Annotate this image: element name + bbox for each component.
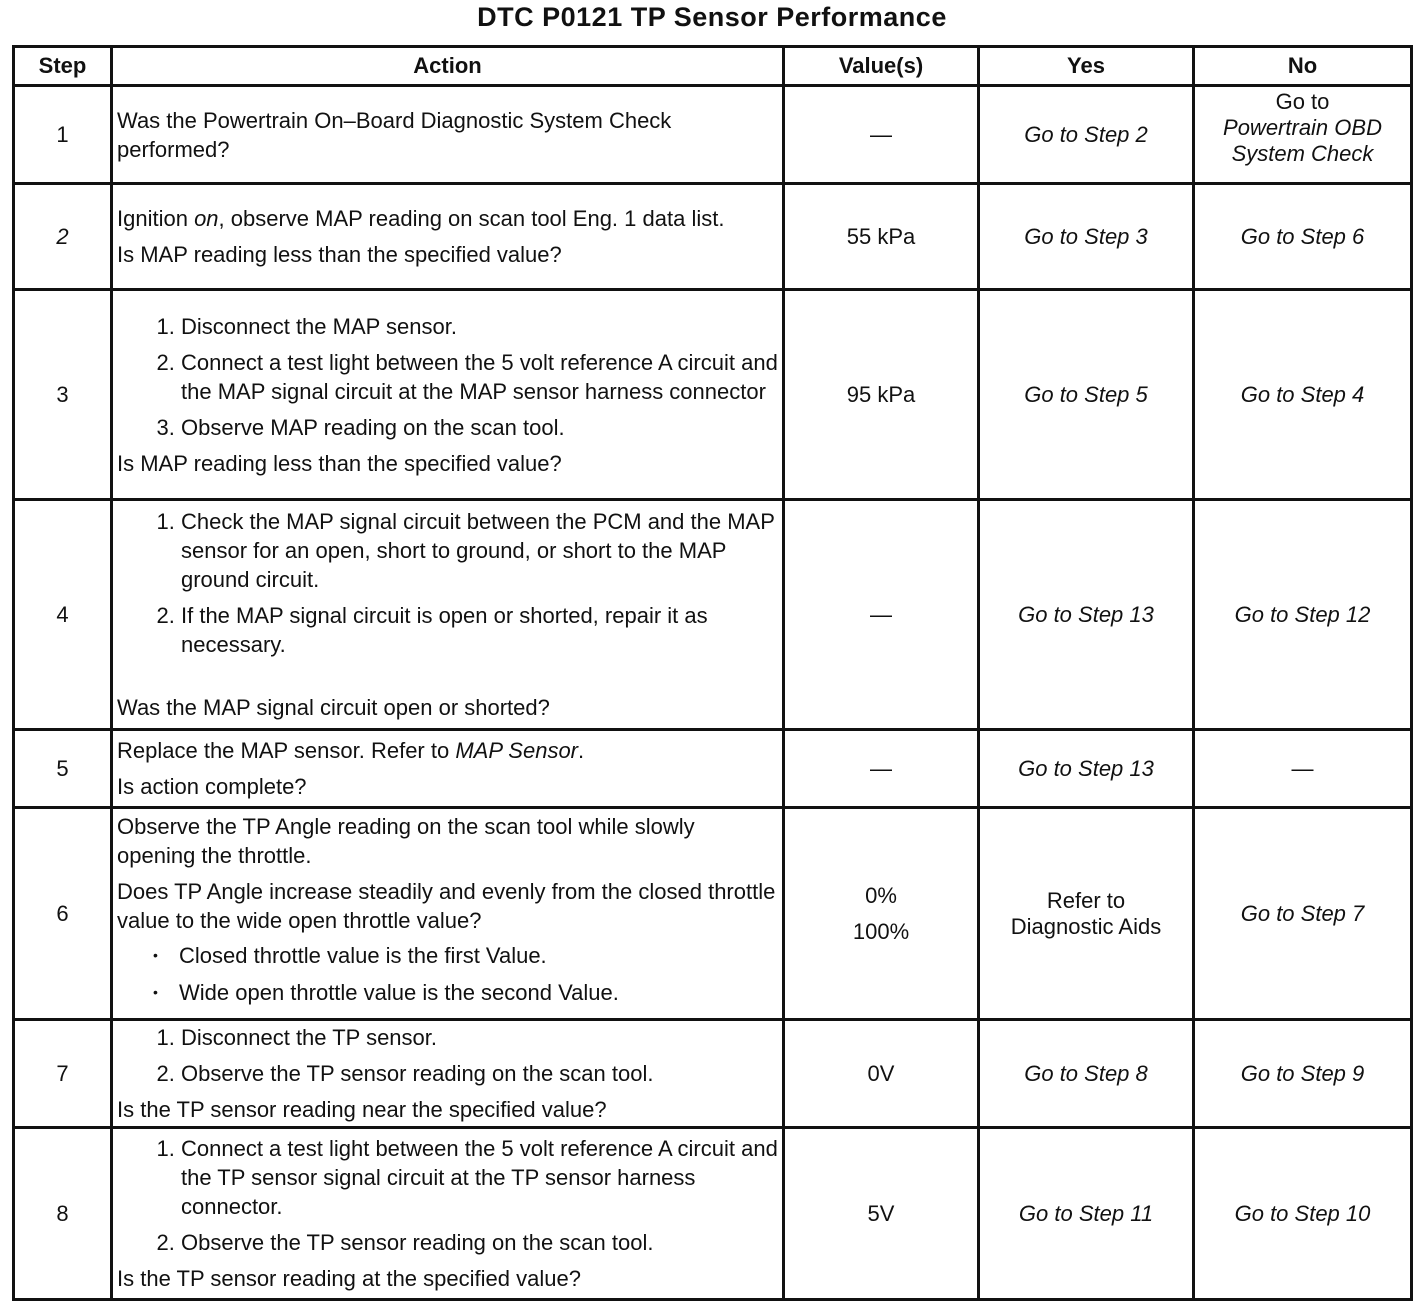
step-number: 4 xyxy=(14,500,112,730)
value-cell xyxy=(784,808,979,1020)
bullet-item: • Wide open throttle value is the second Value. xyxy=(179,978,778,1007)
yes-cell: Go to Step 3 xyxy=(979,184,1194,290)
value-cell: — xyxy=(784,500,979,730)
value-cell: 95 kPa xyxy=(784,290,979,500)
action-cell xyxy=(112,730,784,808)
action-step: 2. If the MAP signal circuit is open or shorted, repair it as necessary. xyxy=(181,601,778,659)
table-row-step-2 xyxy=(14,184,1412,290)
step-number: 7 xyxy=(14,1020,112,1128)
header-action: Action xyxy=(112,47,784,86)
action-question: Is the TP sensor reading near the specified value? xyxy=(117,1097,607,1122)
yes-line: Diagnostic Aids xyxy=(1010,913,1162,939)
action-text: Observe the TP Angle reading on the scan tool while slowly opening the throttle. xyxy=(117,814,695,868)
table-row-step-6 xyxy=(14,808,1412,1020)
yes-cell: Go to Step 13 xyxy=(979,730,1194,808)
action-question: Is MAP reading less than the specified value? xyxy=(117,450,562,476)
no-line: Powertrain OBD xyxy=(1223,115,1382,140)
no-cell: Go to Step 9 xyxy=(1194,1020,1412,1128)
action-step: 1. Connect a test light between the 5 volt reference A circuit and the TP sensor signal circuit at the TP sensor harness connector. xyxy=(181,1134,778,1221)
header-yes: Yes xyxy=(979,47,1194,86)
action-text: Ignition on, observe MAP reading on scan tool Eng. 1 data list. xyxy=(117,206,725,231)
no-cell: Go to Step 10 xyxy=(1194,1128,1412,1300)
step-number: 2 xyxy=(14,184,112,290)
action-steps xyxy=(117,312,778,442)
action-question: Is action complete? xyxy=(117,774,307,799)
action-text: Replace the MAP sensor. Refer to MAP Sensor. xyxy=(117,738,585,763)
header-row xyxy=(14,47,1412,86)
step-number: 5 xyxy=(14,730,112,808)
step-number: 6 xyxy=(14,808,112,1020)
action-cell xyxy=(112,808,784,1020)
value-cell: — xyxy=(784,730,979,808)
table-row-step-5 xyxy=(14,730,1412,808)
action-steps xyxy=(117,1023,778,1088)
value-cell: 0V xyxy=(784,1020,979,1128)
yes-cell xyxy=(979,808,1194,1020)
table-row-step-3 xyxy=(14,290,1412,500)
action-step: 1. Disconnect the TP sensor. xyxy=(181,1023,778,1052)
yes-line: Refer to xyxy=(1046,887,1126,913)
action-step: 1. Disconnect the MAP sensor. xyxy=(181,312,778,341)
no-cell: Go to Step 12 xyxy=(1194,500,1412,730)
action-step: 1. Check the MAP signal circuit between the PCM and the MAP sensor for an open, short to ground, or short to the MAP ground circuit. xyxy=(181,507,778,594)
diagnostic-table xyxy=(12,45,1413,1301)
action-question: Is the TP sensor reading at the specified value? xyxy=(117,1266,581,1291)
action-bullets xyxy=(117,941,778,1007)
table-row-step-7 xyxy=(14,1020,1412,1128)
action-step: 3. Observe MAP reading on the scan tool. xyxy=(181,413,778,442)
yes-cell: Go to Step 5 xyxy=(979,290,1194,500)
yes-cell: Go to Step 8 xyxy=(979,1020,1194,1128)
header-values: Value(s) xyxy=(784,47,979,86)
action-step: 2. Observe the TP sensor reading on the scan tool. xyxy=(181,1059,778,1088)
no-cell: — xyxy=(1194,730,1412,808)
action-step: 2. Observe the TP sensor reading on the scan tool. xyxy=(181,1228,778,1257)
action-cell xyxy=(112,1020,784,1128)
action-question: Is MAP reading less than the specified value? xyxy=(117,242,562,267)
action-cell xyxy=(112,290,784,500)
yes-cell: Go to Step 11 xyxy=(979,1128,1194,1300)
page-title: DTC P0121 TP Sensor Performance xyxy=(477,2,947,32)
no-line: System Check xyxy=(1231,141,1374,166)
yes-cell: Go to Step 13 xyxy=(979,500,1194,730)
action-cell xyxy=(112,1128,784,1300)
no-cell: Go to Step 4 xyxy=(1194,290,1412,500)
action-step: 2. Connect a test light between the 5 volt reference A circuit and the MAP signal circuit at the MAP sensor harness connector xyxy=(181,348,778,406)
step-number: 1 xyxy=(14,86,112,184)
action-steps xyxy=(117,507,778,659)
header-no: No xyxy=(1194,47,1412,86)
yes-cell: Go to Step 2 xyxy=(979,86,1194,184)
table-row-step-8 xyxy=(14,1128,1412,1300)
action-cell xyxy=(112,184,784,290)
value-line: 0% xyxy=(865,882,897,908)
action-text: Was the Powertrain On–Board Diagnostic System Check performed? xyxy=(117,107,672,162)
value-cell: 55 kPa xyxy=(784,184,979,290)
table-row-step-1 xyxy=(14,86,1412,184)
action-steps xyxy=(117,1134,778,1257)
no-cell: Go to Step 7 xyxy=(1194,808,1412,1020)
header-step: Step xyxy=(14,47,112,86)
bullet-item: • Closed throttle value is the first Value. xyxy=(179,941,778,970)
no-cell: Go to Step 6 xyxy=(1194,184,1412,290)
action-cell xyxy=(112,500,784,730)
value-cell: — xyxy=(784,86,979,184)
no-line: Go to xyxy=(1275,89,1330,114)
value-line: 100% xyxy=(852,918,910,944)
step-number: 3 xyxy=(14,290,112,500)
table-row-step-4 xyxy=(14,500,1412,730)
step-number: 8 xyxy=(14,1128,112,1300)
action-cell xyxy=(112,86,784,184)
action-question: Was the MAP signal circuit open or shorted? xyxy=(117,695,550,720)
action-question: Does TP Angle increase steadily and evenly from the closed throttle value to the wide open throttle value? xyxy=(117,879,776,933)
value-cell: 5V xyxy=(784,1128,979,1300)
no-cell xyxy=(1194,86,1412,184)
